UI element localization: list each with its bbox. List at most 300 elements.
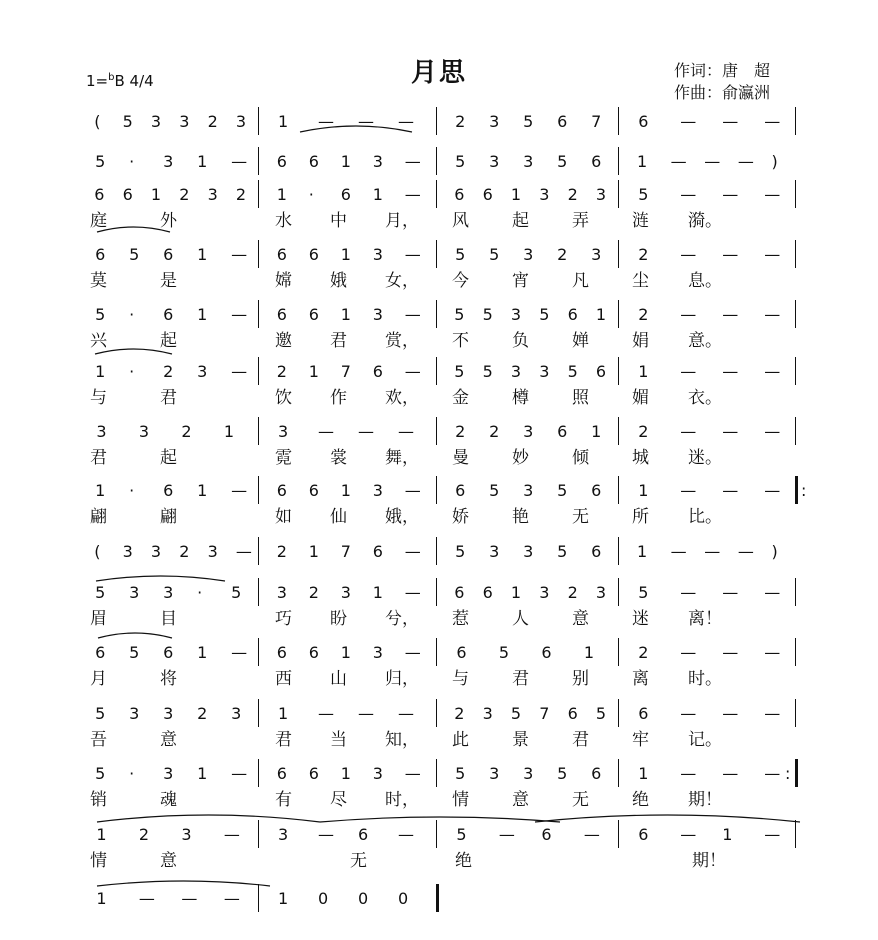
paren-mark: ) (771, 152, 778, 171)
lyric-char: 意。 (688, 331, 722, 351)
lyric-char: 绝 (455, 851, 472, 871)
note: 2 (567, 185, 578, 204)
note: 1 (95, 481, 106, 500)
bar-line (258, 240, 259, 268)
note: 5 (455, 245, 466, 264)
lyric-char: 舞， (385, 448, 419, 468)
lyric-line (80, 268, 800, 294)
dash-extension: — (235, 542, 252, 561)
note: 5 (557, 152, 568, 171)
dash-extension: — (231, 305, 248, 324)
dash-extension: — (722, 112, 739, 131)
note: 2 (455, 422, 466, 441)
note: 6 (557, 112, 568, 131)
bar-line (618, 476, 619, 504)
note: 3 (372, 643, 383, 662)
lyric-char: 外 (160, 211, 177, 231)
notation-line (80, 576, 800, 606)
bar-line (795, 417, 796, 445)
note: 1 (595, 305, 607, 324)
note: 6 (308, 481, 319, 500)
note: 6 (567, 305, 578, 324)
note: 3 (489, 152, 500, 171)
lyric-char: 起 (512, 211, 529, 231)
dash-extension: — (704, 152, 721, 171)
note: 5 (638, 583, 649, 602)
lyric-char: 漪。 (688, 211, 722, 231)
note: 3 (372, 152, 383, 171)
bar-line (795, 300, 796, 328)
lyric-char: 迷。 (688, 448, 722, 468)
dash-extension: — (498, 825, 515, 844)
notation-line (80, 298, 800, 328)
note: 1 (278, 704, 289, 723)
bar-line (618, 699, 619, 727)
note: 6 (454, 185, 465, 204)
bar-line (618, 417, 619, 445)
note: 2 (489, 422, 500, 441)
dash-extension: — (404, 362, 421, 381)
note: 1 (96, 825, 107, 844)
bar-line (436, 147, 437, 175)
lyric-char: 妙 (512, 448, 529, 468)
note: 3 (276, 583, 287, 602)
note: 1 (276, 185, 287, 204)
key-flat-sign: b (108, 72, 115, 83)
note: 3 (181, 825, 192, 844)
note: 5 (129, 643, 140, 662)
note: 6 (455, 481, 466, 500)
dash-extension: — (722, 362, 739, 381)
lyric-line (80, 848, 800, 874)
dash-extension: — (404, 152, 421, 171)
lyric-line (80, 606, 800, 632)
note: 6 (591, 152, 602, 171)
dash-extension: — (764, 305, 781, 324)
note: 3 (163, 152, 174, 171)
note: 3 (179, 112, 190, 131)
dash-extension: — (404, 643, 421, 662)
note: 6 (95, 245, 106, 264)
note: 0 (398, 889, 409, 908)
lyric-char: 君 (512, 669, 529, 689)
lyric-char: 巧 (275, 609, 292, 629)
note: 5 (510, 704, 522, 723)
lyric-char: 意 (572, 609, 589, 629)
notation-line (80, 355, 800, 385)
note: 0 (318, 889, 329, 908)
lyric-char: 将 (160, 669, 177, 689)
bar-line (795, 578, 796, 606)
note: 1 (340, 245, 351, 264)
note: 5 (567, 362, 578, 381)
note: 6 (591, 764, 602, 783)
dot-mark: · (129, 764, 135, 783)
lyric-char: 衣。 (688, 388, 722, 408)
note: 2 (163, 362, 174, 381)
note: 1 (150, 185, 162, 204)
lyric-char: 尘 (632, 271, 649, 291)
note: 6 (340, 185, 351, 204)
note: 5 (498, 643, 510, 662)
lyric-char: 魂 (160, 790, 177, 810)
lyric-char: 记。 (688, 730, 722, 750)
dash-extension: — (737, 542, 754, 561)
notation-line (80, 178, 800, 208)
lyric-char: 景 (512, 730, 529, 750)
paren-mark: ( (94, 112, 101, 131)
note: 5 (95, 583, 106, 602)
note: 1 (583, 643, 595, 662)
lyric-char: 饮 (275, 388, 292, 408)
bar-line (436, 820, 437, 848)
dash-extension: — (231, 764, 248, 783)
note: 6 (541, 825, 552, 844)
bar-line (258, 147, 259, 175)
dash-extension: — (680, 185, 697, 204)
dot-mark: · (129, 481, 135, 500)
lyric-char: 知， (385, 730, 419, 750)
note: 6 (308, 305, 319, 324)
note: 1 (340, 764, 351, 783)
bar-line (618, 240, 619, 268)
lyric-char: 君 (572, 730, 589, 750)
dash-extension: — (138, 889, 155, 908)
lyric-char: 无 (350, 851, 367, 871)
lyric-char: 艳 (512, 507, 529, 527)
note: 1 (340, 643, 351, 662)
note: 3 (138, 422, 150, 441)
note: 1 (340, 481, 351, 500)
dash-extension: — (680, 362, 697, 381)
dash-extension: — (722, 704, 739, 723)
dot-mark: · (129, 152, 135, 171)
notation-line (80, 636, 800, 666)
lyric-char: 月 (90, 669, 107, 689)
repeat-bar-line (795, 476, 798, 504)
lyric-char: 销 (90, 790, 107, 810)
note: 3 (129, 704, 140, 723)
lyric-char: 与 (452, 669, 469, 689)
lyric-char: 比。 (688, 507, 722, 527)
note: 6 (308, 643, 319, 662)
bar-line (795, 699, 796, 727)
notation-line (80, 757, 800, 787)
note: 3 (523, 422, 534, 441)
note: 1 (308, 542, 319, 561)
notation-line (80, 415, 800, 445)
note: 3 (595, 185, 607, 204)
note: 5 (557, 481, 568, 500)
note: 6 (276, 643, 287, 662)
lyric-char: 此 (452, 730, 469, 750)
note: 3 (482, 704, 493, 723)
lyric-char: 曼 (452, 448, 469, 468)
note: 6 (163, 643, 174, 662)
note: 6 (122, 185, 133, 204)
dash-extension: — (670, 542, 687, 561)
note: 5 (455, 152, 466, 171)
repeat-dots: : (785, 764, 791, 783)
dash-extension: — (398, 704, 414, 723)
note: 7 (539, 704, 550, 723)
note: 1 (591, 422, 602, 441)
lyric-char: 所 (632, 507, 649, 527)
note: 6 (591, 481, 602, 500)
lyric-char: 城 (632, 448, 649, 468)
bar-line (258, 578, 259, 606)
lyric-char: 翩 (160, 507, 177, 527)
lyric-char: 娟 (632, 331, 649, 351)
note: 6 (276, 305, 287, 324)
note: 3 (489, 764, 500, 783)
lyric-line (80, 328, 800, 354)
lyric-char: 盼 (330, 609, 347, 629)
bar-line (258, 820, 259, 848)
lyric-char: 娥 (330, 271, 347, 291)
dash-extension: — (404, 764, 421, 783)
note: 7 (591, 112, 602, 131)
bar-line (258, 107, 259, 135)
note: 5 (489, 481, 500, 500)
note: 6 (567, 704, 578, 723)
note: 6 (372, 362, 383, 381)
bar-line (436, 357, 437, 385)
lyric-char: 期！ (692, 851, 726, 871)
dash-extension: — (722, 422, 739, 441)
dash-extension: — (764, 481, 781, 500)
note: 2 (454, 704, 465, 723)
dash-extension: — (318, 704, 334, 723)
bar-line (618, 759, 619, 787)
dash-extension: — (722, 481, 739, 500)
lyric-char: 眉 (90, 609, 107, 629)
note: 3 (510, 305, 522, 324)
bar-line (795, 357, 796, 385)
note: 3 (235, 112, 247, 131)
dot-mark: · (129, 362, 135, 381)
note: 5 (95, 305, 106, 324)
dash-extension: — (358, 422, 374, 441)
lyric-char: 仙 (330, 507, 347, 527)
lyric-char: 作 (330, 388, 347, 408)
note: 3 (96, 422, 107, 441)
note: 3 (595, 583, 607, 602)
dash-extension: — (223, 825, 240, 844)
dash-extension: — (764, 245, 781, 264)
lyric-char: 倾 (572, 448, 589, 468)
lyric-char: 月， (385, 211, 419, 231)
notation-line (80, 145, 800, 175)
lyric-char: 婵 (572, 331, 589, 351)
dash-extension: — (680, 245, 697, 264)
note: 5 (638, 185, 649, 204)
note: 6 (276, 245, 287, 264)
note: 2 (276, 542, 287, 561)
lyric-char: 人 (512, 609, 529, 629)
lyric-char: 离 (632, 669, 649, 689)
note: 6 (454, 583, 465, 602)
dash-extension: — (231, 481, 248, 500)
lyric-char: 樽 (512, 388, 529, 408)
bar-line (436, 638, 437, 666)
dash-extension: — (764, 185, 781, 204)
bar-line (795, 820, 796, 848)
lyric-line (80, 445, 800, 471)
lyric-char: 起 (160, 331, 177, 351)
note: 1 (223, 422, 235, 441)
note: 3 (278, 422, 289, 441)
lyric-char: 嫦 (275, 271, 292, 291)
lyric-char: 负 (512, 331, 529, 351)
lyric-char: 今 (452, 271, 469, 291)
dash-extension: — (318, 422, 334, 441)
dash-extension: — (764, 112, 781, 131)
lyric-char: 风 (452, 211, 469, 231)
dash-extension: — (764, 764, 781, 783)
repeat-bar-line (436, 884, 439, 912)
note: 3 (510, 362, 522, 381)
note: 6 (482, 185, 493, 204)
note: 3 (278, 825, 289, 844)
note: 2 (235, 185, 247, 204)
note: 6 (163, 305, 174, 324)
lyric-char: 归， (385, 669, 419, 689)
note: 3 (523, 245, 534, 264)
note: 1 (278, 889, 289, 908)
lyric-char: 女， (385, 271, 419, 291)
note: 3 (539, 583, 550, 602)
note: 1 (278, 112, 289, 131)
note: 5 (95, 704, 106, 723)
lyric-char: 弄 (572, 211, 589, 231)
notation-line (80, 882, 800, 912)
note: 3 (163, 704, 174, 723)
note: 1 (722, 825, 733, 844)
lyric-char: 意 (160, 851, 177, 871)
lyric-char: 当 (330, 730, 347, 750)
note: 3 (207, 185, 218, 204)
note: 3 (489, 112, 500, 131)
note: 7 (340, 542, 351, 561)
note: 5 (454, 305, 465, 324)
dash-extension: — (358, 704, 374, 723)
lyric-char: 莫 (90, 271, 107, 291)
dash-extension: — (398, 112, 414, 131)
lyric-char: 娥， (385, 507, 419, 527)
bar-line (258, 180, 259, 208)
dash-extension: — (764, 825, 781, 844)
lyric-char: 邀 (275, 331, 292, 351)
bar-line (436, 699, 437, 727)
note: 2 (638, 305, 649, 324)
note: 2 (638, 245, 649, 264)
notation-line (80, 535, 800, 565)
note: 6 (276, 152, 287, 171)
lyric-char: 霓 (275, 448, 292, 468)
note: 6 (276, 481, 287, 500)
note: 3 (163, 764, 174, 783)
repeat-bar-line (795, 759, 798, 787)
song-title: 月思 (410, 58, 467, 88)
note: 2 (207, 112, 218, 131)
dash-extension: — (231, 245, 248, 264)
note: 6 (308, 764, 319, 783)
notation-line (80, 474, 807, 504)
bar-line (436, 300, 437, 328)
dash-extension: — (764, 643, 781, 662)
note: 6 (638, 825, 649, 844)
dash-extension: — (722, 305, 739, 324)
note: 6 (163, 481, 174, 500)
dash-extension: — (764, 422, 781, 441)
note: 5 (122, 112, 133, 131)
lyric-char: 时， (385, 790, 419, 810)
note: 5 (557, 764, 568, 783)
lyric-char: 息。 (688, 271, 722, 291)
dash-extension: — (318, 112, 334, 131)
note: 3 (539, 185, 550, 204)
note: 6 (482, 583, 493, 602)
note: 3 (523, 542, 534, 561)
dash-extension: — (398, 422, 414, 441)
note: 3 (163, 583, 174, 602)
note: 6 (638, 704, 649, 723)
dot-mark: · (129, 305, 135, 324)
dash-extension: — (223, 889, 240, 908)
note: 6 (638, 112, 649, 131)
dash-extension: — (764, 583, 781, 602)
note: 5 (482, 362, 493, 381)
dash-extension: — (764, 704, 781, 723)
notation-line (80, 238, 800, 268)
dash-extension: — (404, 185, 421, 204)
lyric-char: 时。 (688, 669, 722, 689)
note: 6 (308, 152, 319, 171)
note: 3 (150, 112, 162, 131)
dash-extension: — (398, 825, 414, 844)
lyric-char: 迷 (632, 609, 649, 629)
note: 2 (197, 704, 208, 723)
lyric-line (80, 504, 800, 530)
note: 3 (340, 583, 351, 602)
note: 1 (96, 889, 107, 908)
note: 3 (150, 542, 162, 561)
lyric-char: 君 (160, 388, 177, 408)
bar-line (258, 884, 259, 912)
bar-line (436, 180, 437, 208)
dash-extension: — (670, 152, 687, 171)
lyric-line (80, 787, 800, 813)
note: 6 (95, 643, 106, 662)
dash-extension: — (181, 889, 198, 908)
bar-line (436, 240, 437, 268)
note: 1 (638, 481, 649, 500)
note: 3 (591, 245, 602, 264)
lyric-char: 西 (275, 669, 292, 689)
note: 6 (358, 825, 369, 844)
dash-extension: — (318, 825, 334, 844)
bar-line (618, 147, 619, 175)
note: 3 (231, 704, 242, 723)
note: 1 (197, 643, 208, 662)
lyric-char: 中 (330, 211, 347, 231)
dash-extension: — (680, 422, 697, 441)
note: 3 (523, 764, 534, 783)
note: 6 (308, 245, 319, 264)
note: 2 (181, 422, 192, 441)
note: 1 (197, 481, 208, 500)
